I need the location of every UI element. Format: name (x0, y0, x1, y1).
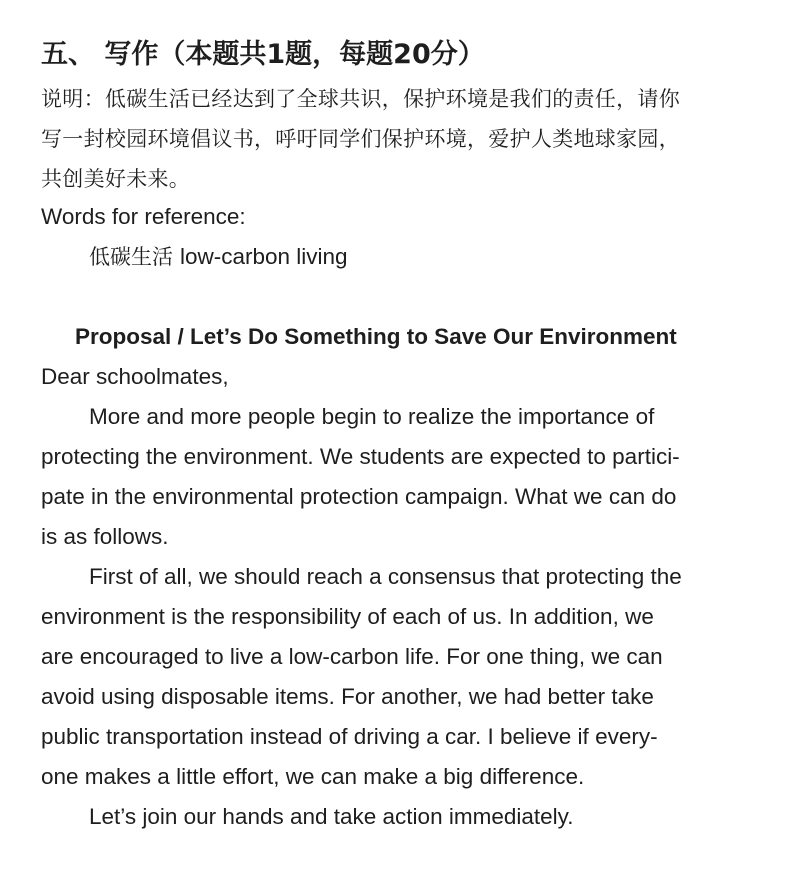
instruction-line-1: 说明：低碳生活已经达到了全球共识，保护环境是我们的责任，请你 (41, 87, 680, 111)
paragraph1-line: pate in the environmental protection campaign. What we can do (41, 484, 677, 509)
paragraph2-line: public transportation instead of driving a car. I believe if every- (41, 724, 658, 749)
essay-title: Proposal / Let’s Do Something to Save Our Environment (75, 324, 677, 349)
instruction-line-3: 共创美好未来。 (41, 167, 191, 191)
paragraph2-line: avoid using disposable items. For another, we had better take (41, 684, 654, 709)
essay-salutation: Dear schoolmates, (41, 364, 229, 389)
reference-label: Words for reference: (41, 204, 246, 229)
paragraph2-line: environment is the responsibility of each of us. In addition, we (41, 604, 654, 629)
reference-term (89, 242, 348, 273)
paragraph2-line: are encouraged to live a low-carbon life. For one thing, we can (41, 644, 663, 669)
paragraph3-line: Let’s join our hands and take action immediately. (89, 804, 574, 829)
reference-term-cn: 低碳生活 (89, 245, 173, 269)
paragraph1-line: is as follows. (41, 524, 169, 549)
reference-term-en: low-carbon living (180, 244, 348, 269)
paragraph2-line: one makes a little effort, we can make a big difference. (41, 764, 585, 789)
paragraph1-line: More and more people begin to realize the importance of (89, 404, 655, 429)
paragraph2-line: First of all, we should reach a consensus that protecting the (89, 564, 682, 589)
paragraph1-line: protecting the environment. We students are expected to partici- (41, 444, 680, 469)
instruction-line-2: 写一封校园环境倡议书，呼吁同学们保护环境，爱护人类地球家园， (41, 127, 680, 151)
section-heading: 五、 写作（本题共1题，每题20分） (41, 39, 485, 70)
